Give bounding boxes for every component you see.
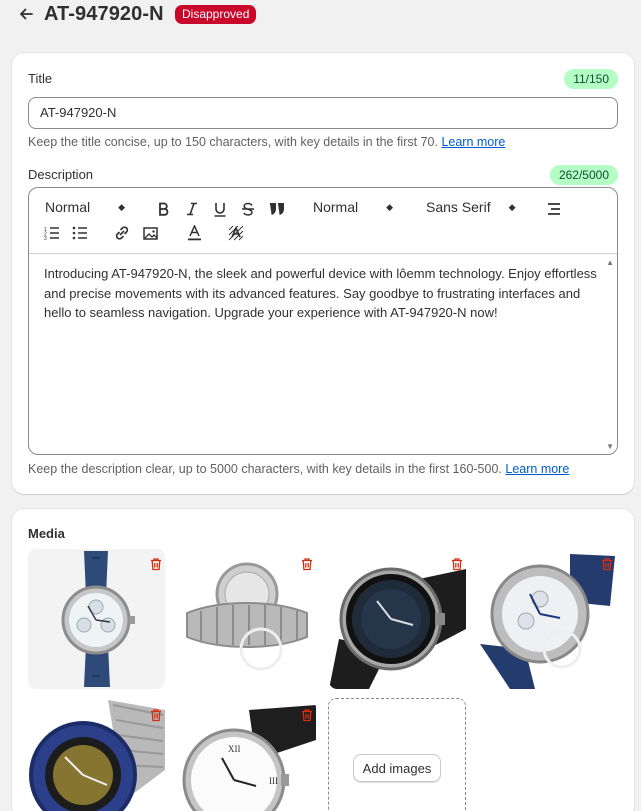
delete-icon[interactable] — [600, 557, 614, 571]
add-images-button[interactable]: Add images — [353, 754, 441, 782]
title-char-count: 11/150 — [564, 69, 618, 89]
underline-icon[interactable] — [211, 200, 229, 218]
details-card — [12, 53, 634, 494]
title-help-text — [28, 135, 505, 149]
description-help-message: Keep the description clear, up to 5000 characters, with key details in the first 160-500. — [28, 462, 502, 476]
watch-image-3[interactable] — [329, 549, 466, 689]
svg-text:III: III — [269, 776, 278, 786]
heading-select[interactable] — [45, 199, 125, 215]
watch-image-2[interactable] — [179, 549, 316, 689]
media-title: Media — [28, 526, 65, 541]
description-textarea[interactable]: Introducing AT-947920-N, the sleek and powerful device with lôemm technology. Enjoy effortless and precise movements with its advanced features. Say goodbye to frustrating interfaces and hello to seamless navigation. Upgrade your experience with AT-947920-N now! — [44, 266, 597, 320]
delete-icon[interactable] — [149, 557, 163, 571]
text-color-icon[interactable] — [185, 224, 203, 242]
ordered-list-icon[interactable] — [43, 224, 61, 242]
description-learn-more-link[interactable]: Learn more — [505, 462, 570, 476]
status-badge: Disapproved — [175, 5, 256, 24]
bullet-list-icon[interactable] — [71, 224, 89, 242]
scroll-up-arrow-icon[interactable]: ▲ — [606, 258, 614, 267]
svg-text:3: 3 — [44, 236, 47, 240]
watch-image-5[interactable] — [28, 700, 165, 811]
align-icon[interactable] — [545, 200, 563, 218]
title-input[interactable]: AT-947920-N — [28, 97, 618, 129]
page-header — [0, 0, 641, 32]
add-images-dropzone[interactable] — [328, 698, 466, 811]
watch-image-6[interactable] — [179, 700, 316, 811]
description-help-text — [28, 462, 569, 476]
editor-toolbar — [29, 188, 617, 254]
delete-icon[interactable] — [300, 708, 314, 722]
delete-icon[interactable] — [450, 557, 464, 571]
svg-text:1: 1 — [44, 227, 47, 233]
image-icon[interactable] — [141, 224, 159, 242]
title-learn-more-link[interactable]: Learn more — [441, 135, 506, 149]
title-help-message: Keep the title concise, up to 150 characters, with key details in the first 70. — [28, 135, 438, 149]
chevron-updown-icon: ◆ — [508, 201, 516, 212]
page-title: AT-947920-N — [44, 3, 164, 25]
title-label: Title — [28, 71, 53, 86]
svg-text:2: 2 — [44, 231, 47, 238]
heading-select-value: Normal — [45, 199, 91, 215]
font-select-value: Sans Serif — [426, 199, 491, 215]
chevron-updown-icon: ◆ — [118, 201, 126, 212]
size-select[interactable] — [313, 199, 393, 215]
quote-icon[interactable] — [267, 200, 285, 218]
description-char-count: 262/5000 — [550, 165, 618, 185]
delete-icon[interactable] — [149, 708, 163, 722]
svg-text:XII: XII — [228, 744, 241, 754]
scroll-down-arrow-icon[interactable]: ▼ — [606, 442, 614, 451]
strike-icon[interactable] — [239, 200, 257, 218]
delete-icon[interactable] — [300, 557, 314, 571]
background-color-icon[interactable] — [227, 224, 245, 242]
font-select[interactable] — [426, 199, 516, 215]
chevron-updown-icon: ◆ — [386, 201, 394, 212]
description-label: Description — [28, 167, 94, 182]
watch-image-4[interactable] — [480, 549, 617, 689]
watch-image-1[interactable] — [28, 549, 165, 689]
media-card — [12, 509, 634, 811]
italic-icon[interactable] — [183, 200, 201, 218]
size-select-value: Normal — [313, 199, 359, 215]
arrow-left-icon[interactable] — [16, 4, 36, 24]
bold-icon[interactable] — [155, 200, 173, 218]
link-icon[interactable] — [113, 224, 131, 242]
description-editor — [28, 187, 618, 455]
